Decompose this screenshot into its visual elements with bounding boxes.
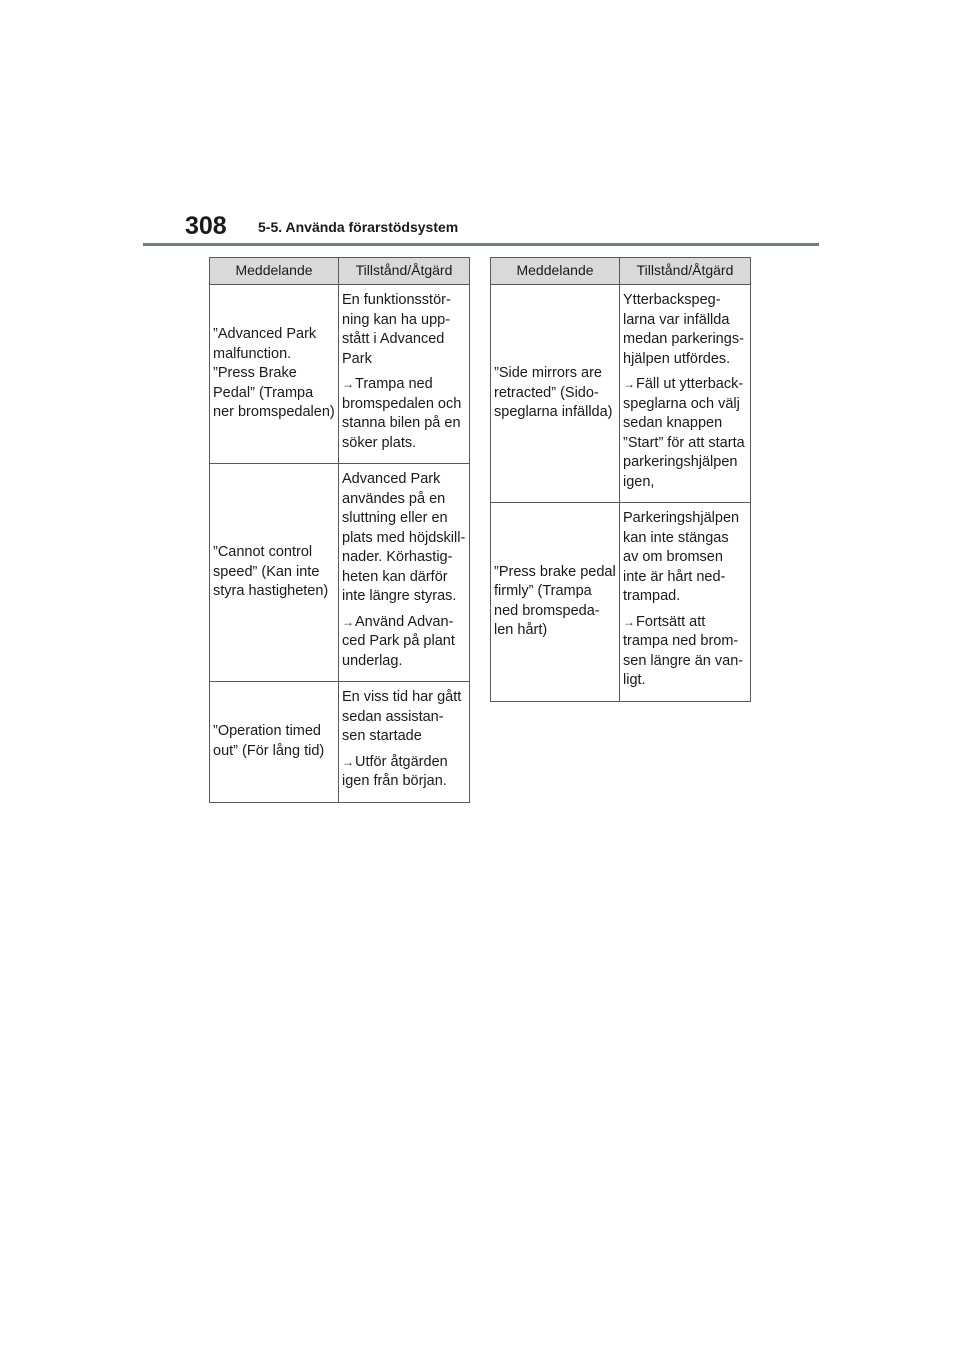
message-table-left xyxy=(209,257,470,803)
header-rule xyxy=(143,243,819,246)
action-text: Använd Advan-ced Park på plant underlag. xyxy=(342,613,455,669)
action-step xyxy=(623,375,747,492)
message-cell xyxy=(210,464,339,682)
message-text: ”Side mirrors are retracted” (Sido-speglarna infällda) xyxy=(494,365,613,421)
action-step xyxy=(342,753,466,792)
table-row xyxy=(210,682,470,803)
message-text: ”Cannot control speed” (Kan inte styra hastigheten) xyxy=(213,544,329,600)
table-header-row xyxy=(210,258,470,285)
arrow-right-icon: → xyxy=(623,377,635,391)
action-text: Fäll ut ytterback-speglarna och välj sedan knappen ”Start” för att starta parkeringshjälpen igen, xyxy=(623,376,745,490)
message-text: ”Press Brake Pedal” (Trampa ner bromspedalen) xyxy=(213,365,335,421)
action-step xyxy=(623,613,747,691)
table-row xyxy=(210,285,470,464)
col-header-message: Meddelande xyxy=(491,258,620,285)
section-title: 5-5. Använda förarstödsystem xyxy=(258,219,459,235)
col-header-action: Tillstånd/Åtgärd xyxy=(339,258,470,285)
message-cell xyxy=(491,503,620,702)
arrow-right-icon: → xyxy=(342,754,354,769)
arrow-right-icon: → xyxy=(623,614,635,629)
condition-text: En viss tid har gått sedan assistan-sen startade xyxy=(342,689,462,744)
message-cell xyxy=(491,285,620,503)
action-text: Trampa ned bromspedalen och stanna bilen på en söker plats. xyxy=(342,376,462,451)
message-table-right xyxy=(490,257,751,702)
col-header-action: Tillstånd/Åtgärd xyxy=(620,258,751,285)
condition-text: En funktionsstör-ning kan ha upp-stått i Advanced Park xyxy=(342,292,451,367)
message-text: ”Press brake pedal firmly” (Trampa ned bromspeda-len hårt) xyxy=(494,563,616,639)
action-step xyxy=(342,375,466,453)
message-text: ”Advanced Park malfunction. xyxy=(213,326,317,362)
arrow-right-icon: → xyxy=(342,377,354,391)
action-cell xyxy=(339,464,470,682)
table-row xyxy=(491,285,751,503)
condition-text: Advanced Park användes på en sluttning eller en plats med höjdskill-nader. Körhastig-heten kan därför inte längre styras. xyxy=(342,471,466,604)
action-cell xyxy=(620,503,751,702)
action-text: Utför åtgärden igen från början. xyxy=(342,753,448,789)
action-cell xyxy=(339,285,470,464)
condition-text: Parkeringshjälpen kan inte stängas av om bromsen inte är hårt ned-trampad. xyxy=(623,510,740,604)
table-row xyxy=(491,503,751,702)
page-number: 308 xyxy=(185,212,227,240)
arrow-right-icon: → xyxy=(342,614,354,629)
message-text: ”Operation timed out” (För lång tid) xyxy=(213,723,325,759)
action-step xyxy=(342,613,466,672)
table-header-row xyxy=(491,258,751,285)
action-cell xyxy=(339,682,470,803)
message-cell xyxy=(210,285,339,464)
table-row xyxy=(210,464,470,682)
message-cell xyxy=(210,682,339,803)
action-text: Fortsätt att trampa ned brom-sen längre än van-ligt. xyxy=(623,613,744,688)
condition-text: Ytterbackspeg-larna var infällda medan parkerings-hjälpen utfördes. xyxy=(623,292,744,367)
col-header-message: Meddelande xyxy=(210,258,339,285)
action-cell xyxy=(620,285,751,503)
